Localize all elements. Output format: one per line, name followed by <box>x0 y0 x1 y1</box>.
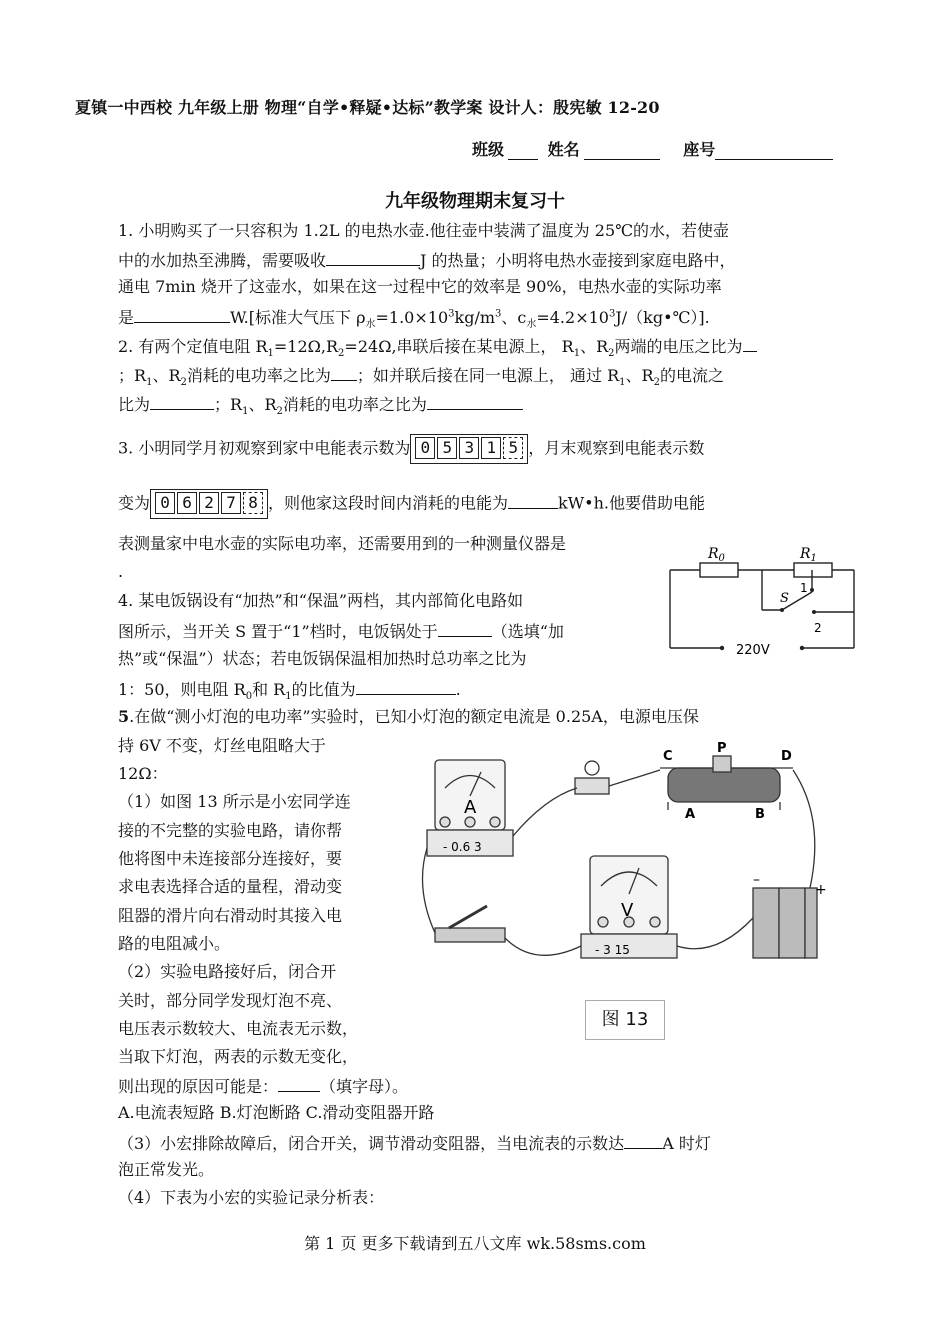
q2-line2: ；$R_1$、$R_2$消耗的电功率之比为 ；如并联后接在同一电源上， 通过 $R_1$、$R_2$的电流之 <box>118 363 724 387</box>
meter-digit: 8 <box>243 492 263 514</box>
q4-blank-ratio[interactable] <box>356 677 456 695</box>
q3-line4: . <box>118 562 124 581</box>
switch-label: S <box>780 591 789 606</box>
q5-p2-line: 关时，部分同学发现灯泡不亮、 <box>118 991 343 1010</box>
q3-blank-energy[interactable] <box>508 491 558 509</box>
energy-meter-end <box>150 489 268 519</box>
q5-p4: （4）下表为小宏的实验记录分析表： <box>118 1188 385 1207</box>
header-line: 夏镇一中西校 九年级上册 物理“自学•释疑•达标”教学案 设计人：殷宪敏 12-20 <box>75 98 660 117</box>
meter-digit: 1 <box>481 437 501 459</box>
rheostat-d: D <box>781 749 792 764</box>
experiment-apparatus-figure <box>415 738 835 968</box>
voltage-label: 220V <box>736 643 770 658</box>
switch-position-2: 2 <box>814 621 822 635</box>
seat-label: 座号 <box>683 140 716 159</box>
meter-digit: 7 <box>221 492 241 514</box>
meter-digit: 0 <box>155 492 175 514</box>
ammeter-terminals: - 0.6 3 <box>443 840 482 854</box>
rheostat-a: A <box>685 807 696 822</box>
q5-p1-line: （1）如图 13 所示是小宏同学连 <box>118 792 351 811</box>
page-title: 九年级物理期末复习十 <box>385 191 565 212</box>
q5-blank-fault[interactable] <box>278 1074 320 1092</box>
rheostat-b: B <box>755 807 765 822</box>
energy-meter-start <box>410 434 528 464</box>
q5-blank-current[interactable] <box>624 1131 662 1149</box>
voltmeter-letter: V <box>621 900 634 921</box>
q5-p3-line2: 泡正常发光。 <box>118 1160 215 1179</box>
q2-line3: 比为 ；$R_1$、$R_2$消耗的电功率之比为 <box>118 392 523 416</box>
q5-p3-line1: （3）小宏排除故障后，闭合开关，调节滑动变阻器，当电流表的示数达 A 时灯 <box>118 1131 711 1155</box>
q3-line3: 表测量家中电水壶的实际电功率，还需要用到的一种测量仪器是 <box>118 534 567 553</box>
meter-digit: 5 <box>437 437 457 459</box>
class-label: 班级 <box>472 140 505 159</box>
q5-p2-line: 当取下灯泡，两表的示数无变化， <box>118 1047 359 1066</box>
q2-blank-voltage-ratio[interactable] <box>743 334 757 352</box>
q5-line1: 5.在做“测小灯泡的电功率”实验时，已知小灯泡的额定电流是 0.25A，电源电压保 <box>118 707 699 726</box>
rheostat-p: P <box>717 741 727 756</box>
q5-p1-line: 接的不完整的实验电路，请你帮 <box>118 821 343 840</box>
battery-plus: + <box>815 882 827 898</box>
q2-blank-power-ratio-series[interactable] <box>331 363 357 381</box>
meter-digit: 0 <box>415 437 435 459</box>
q5-line3: 12Ω： <box>118 764 168 783</box>
figure-13-caption: 图 13 <box>585 1000 665 1040</box>
q4-blank-state[interactable] <box>438 619 492 637</box>
q1-blank-power[interactable] <box>134 305 230 323</box>
meter-digit: 3 <box>459 437 479 459</box>
q4-line2: 图所示，当开关 S 置于“1”档时，电饭锅处于 （选填“加 <box>118 619 564 643</box>
q5-p2-last: 则出现的原因可能是： （填字母）。 <box>118 1074 408 1098</box>
q5-p2-line: （2）实验电路接好后，闭合开 <box>118 962 337 981</box>
q1-line2: 中的水加热至沸腾，需要吸收 J 的热量；小明将电热水壶接到家庭电路中， <box>118 248 736 272</box>
page-footer: 第 1 页 更多下载请到五八文库 wk.58sms.com <box>304 1234 646 1253</box>
r0-label: $R_0$ <box>708 546 725 564</box>
q5-options: A.电流表短路 B.灯泡断路 C.滑动变阻器开路 <box>118 1103 435 1122</box>
q2-line1: 2. 有两个定值电阻 $R_1=12\Omega,R_2=24\Omega$,串联后接在某电源上， $R_1$、$R_2$两端的电压之比为 <box>118 334 757 358</box>
q4-line3: 热”或“保温”）状态；若电饭锅保温相加热时总功率之比为 <box>118 649 527 668</box>
battery-minus: – <box>753 872 760 888</box>
q1-blank-heat[interactable] <box>326 248 420 266</box>
q5-p1-line: 路的电阻减小。 <box>118 934 231 953</box>
q5-p2-line: 电压表示数较大、电流表无示数， <box>118 1019 359 1038</box>
q5-p1-line: 阻器的滑片向右滑动时其接入电 <box>118 906 343 925</box>
q3-line2: 变为 0 6 2 7 8 ，则他家这段时间内消耗的电能为 kW•h.他要借助电能 <box>118 489 705 519</box>
q1-line3: 通电 7min 烧开了这壶水，如果在这一过程中它的效率是 90%，电热水壶的实际功率 <box>118 277 722 296</box>
q2-blank-power-ratio-parallel[interactable] <box>427 392 523 410</box>
rice-cooker-circuit-diagram <box>662 540 862 665</box>
q4-line1: 4. 某电饭锅设有“加热”和“保温”两档，其内部简化电路如 <box>118 591 524 610</box>
rheostat-c: C <box>663 749 673 764</box>
class-blank[interactable] <box>508 141 538 160</box>
meter-digit: 2 <box>199 492 219 514</box>
voltmeter-terminals: - 3 15 <box>595 943 630 957</box>
name-blank[interactable] <box>584 141 660 160</box>
class-name-seat-row <box>472 137 837 160</box>
q4-line4: 1：50，则电阻 $R_0$和 $R_1$的比值为 . <box>118 677 461 701</box>
q5-p1-line: 他将图中未连接部分连接好，要 <box>118 849 343 868</box>
q5-p1-line: 求电表选择合适的量程，滑动变 <box>118 877 343 896</box>
q5-line2: 持 6V 不变，灯丝电阻略大于 <box>118 736 326 755</box>
q2-blank-current-ratio[interactable] <box>150 392 214 410</box>
ammeter-letter: A <box>464 797 477 818</box>
seat-blank[interactable] <box>715 141 833 160</box>
r1-label: $R_1$ <box>800 546 817 564</box>
q1-line4: 是 W.[标准大气压下 $\rho_水=1.0\times 10^3kg/m^3$、$c_水=4.2\times 10^3J/(kg•℃)$]. <box>118 305 710 329</box>
switch-position-1: 1 <box>800 581 808 595</box>
q1-line1: 1. 小明购买了一只容积为 1.2L 的电热水壶.他往壶中装满了温度为 25℃的水，若使壶 <box>118 221 730 240</box>
name-label: 姓名 <box>547 140 580 159</box>
meter-digit: 5 <box>503 437 523 459</box>
meter-digit: 6 <box>177 492 197 514</box>
q3-line1: 3. 小明同学月初观察到家中电能表示数为 0 5 3 1 5 ，月末观察到电能表示数 <box>118 434 704 464</box>
